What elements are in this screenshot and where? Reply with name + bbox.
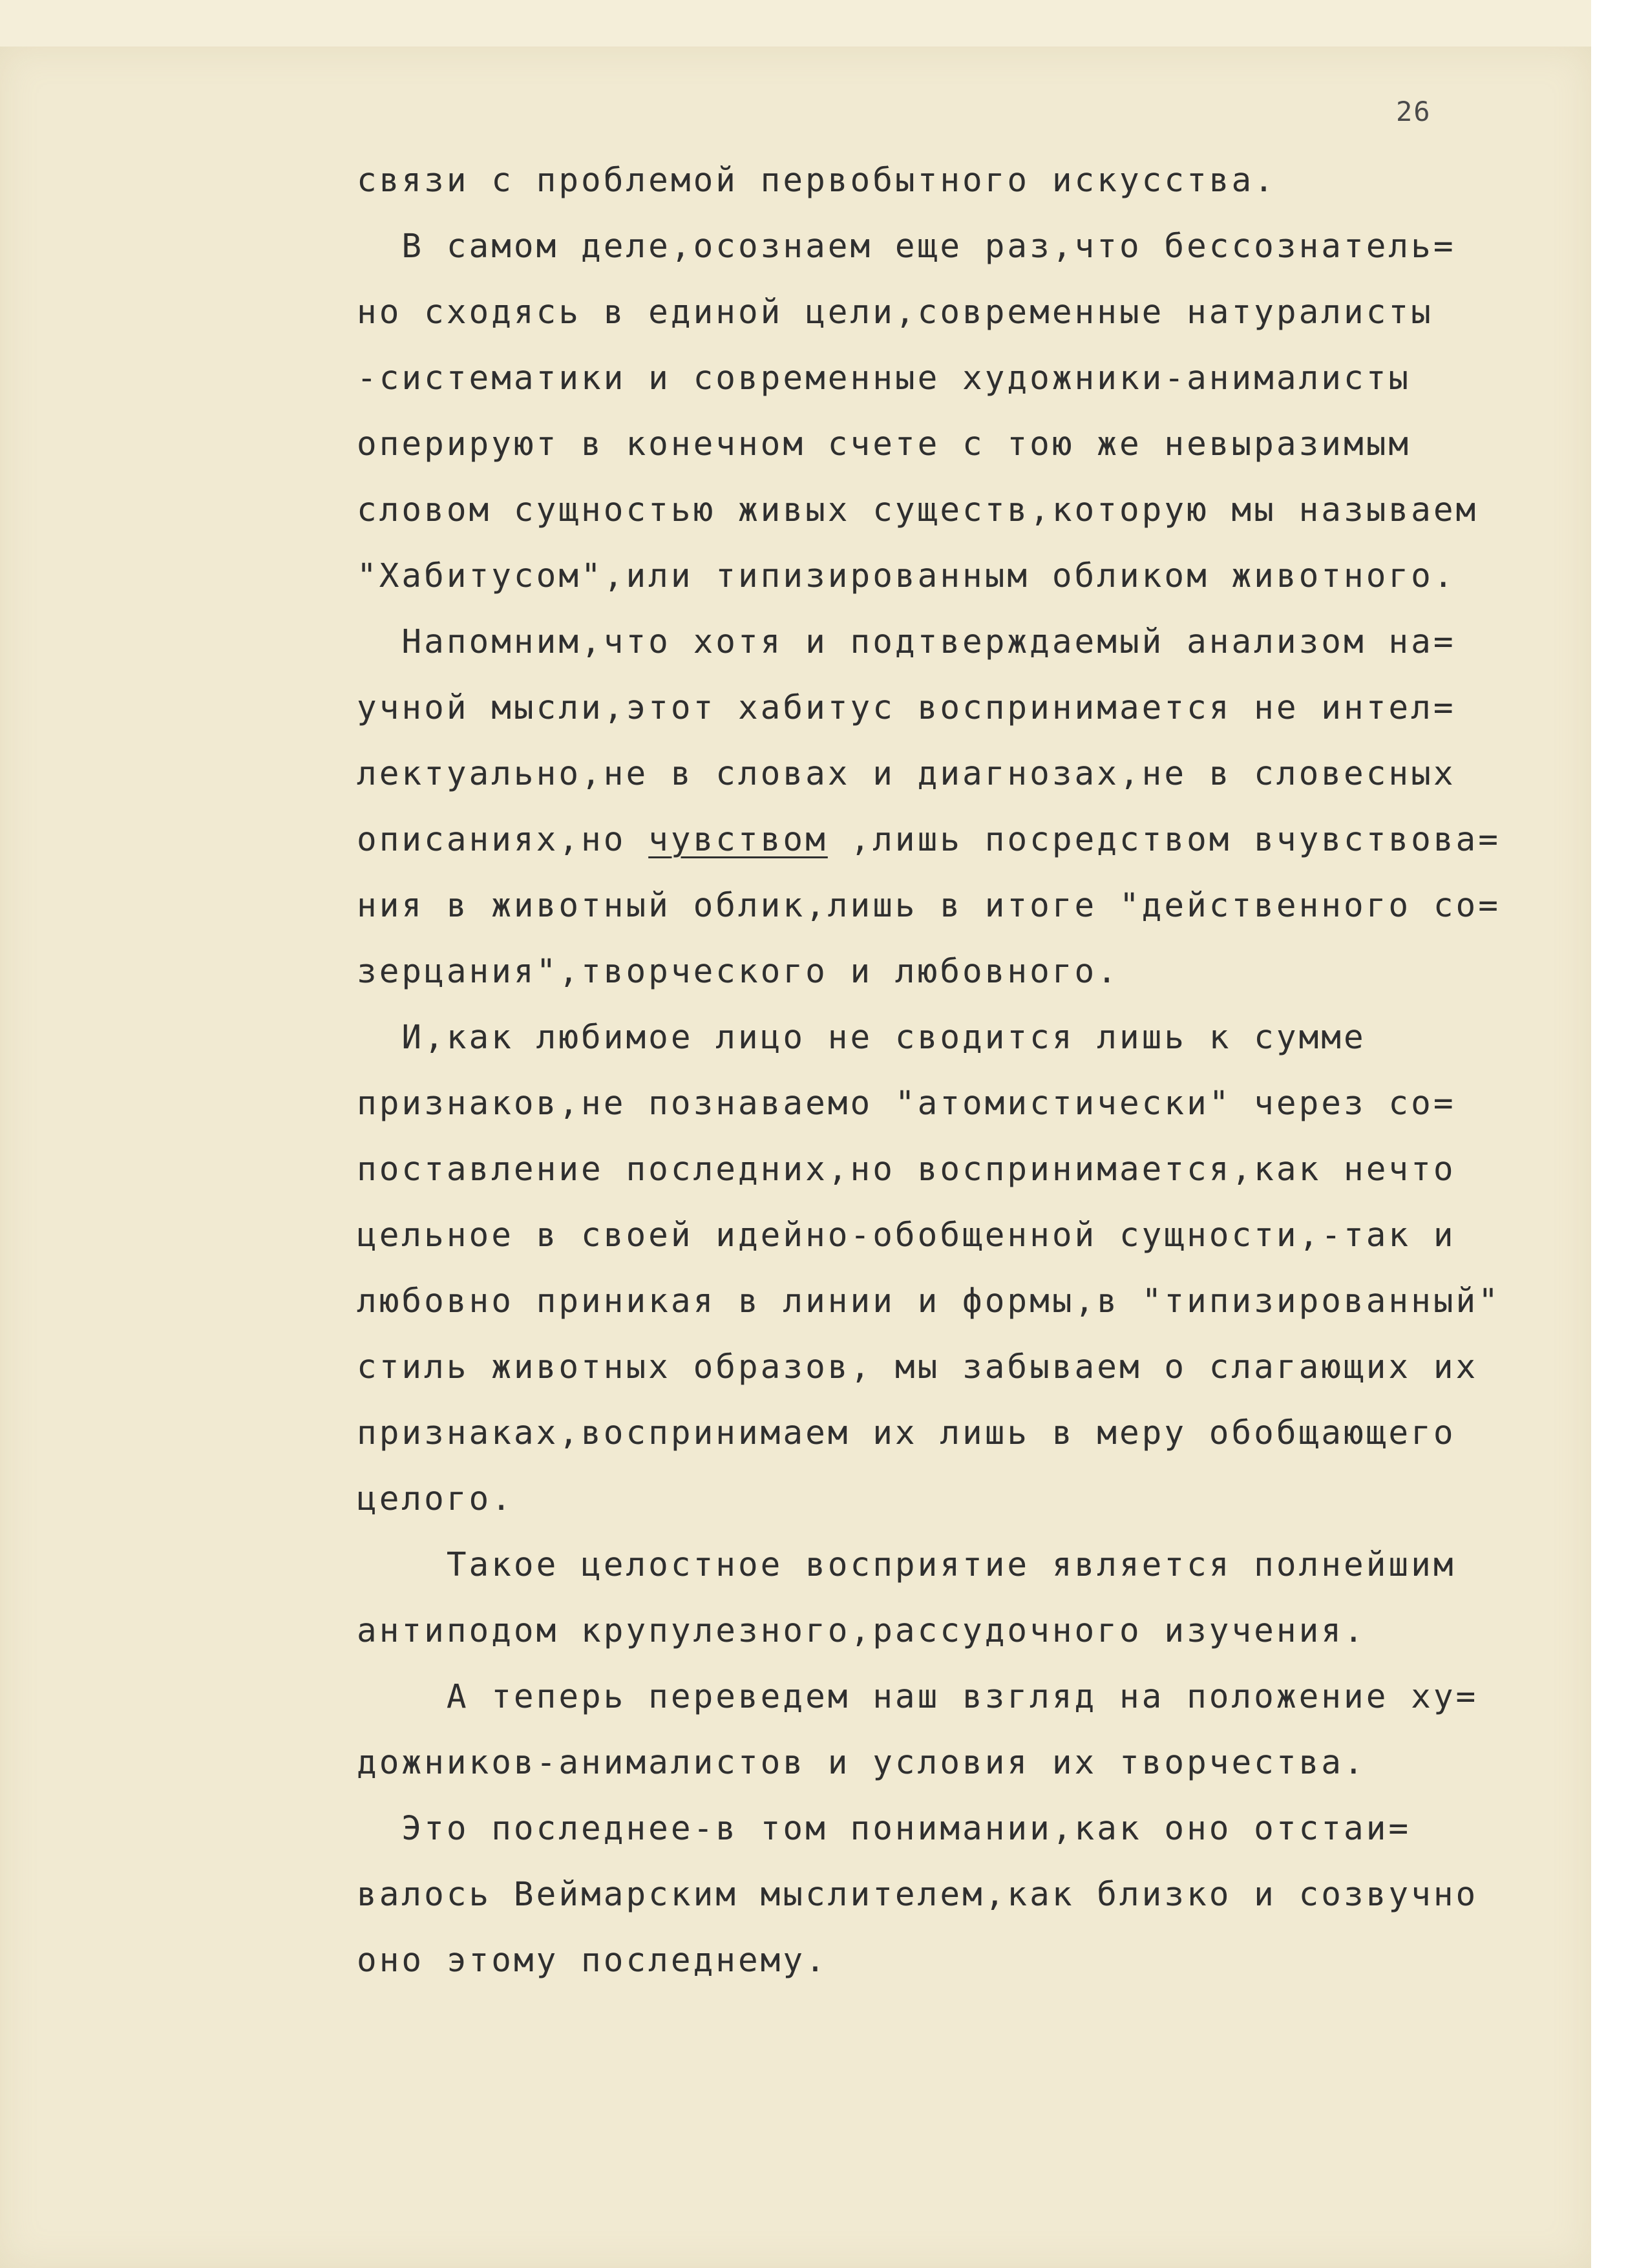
- text-line: ния в животный облик,лишь в итоге "действенного со=: [357, 887, 1501, 925]
- text-line: целого.: [357, 1480, 514, 1518]
- text-segment: описаниях,но: [357, 821, 649, 859]
- text-line: оно этому последнему.: [357, 1942, 828, 1980]
- text-line: Такое целостное восприятие является полнейшим: [357, 1546, 1456, 1584]
- text-line: И,как любимое лицо не сводится лишь к сумме: [357, 1019, 1366, 1057]
- scan-background-edge: [1591, 0, 1648, 2268]
- text-line: оперируют в конечном счете с тою же невыразимым: [357, 425, 1411, 463]
- text-line: поставление последних,но воспринимается,как нечто: [357, 1150, 1456, 1189]
- text-line: цельное в своей идейно-обобщенной сущности,-так и: [357, 1216, 1456, 1255]
- text-line: В самом деле,осознаем еще раз,что бессознатель=: [357, 228, 1456, 266]
- text-line: "Хабитусом",или типизированным обликом животного.: [357, 557, 1456, 595]
- text-line: дожников-анималистов и условия их творчества.: [357, 1744, 1366, 1782]
- text-line: стиль животных образов, мы забываем о слагающих их: [357, 1348, 1479, 1386]
- paper-top-strip: [0, 0, 1591, 47]
- text-segment: ,лишь посредством вчувствова=: [827, 821, 1501, 859]
- page-number: 26: [1396, 96, 1431, 127]
- text-line: признаках,воспринимаем их лишь в меру обобщающего: [357, 1414, 1456, 1452]
- underlined-word: чувством: [648, 821, 828, 859]
- text-line: Напомним,что хотя и подтверждаемый анализом на=: [357, 623, 1456, 661]
- text-line: валось Веймарским мыслителем,как близко и созвучно: [357, 1876, 1479, 1914]
- text-line-with-emphasis: [357, 821, 1501, 859]
- text-line: связи с проблемой первобытного искусства.: [357, 162, 1276, 200]
- text-line: любовно приникая в линии и формы,в "типизированный": [357, 1282, 1501, 1320]
- text-line: А теперь переведем наш взгляд на положение ху=: [357, 1678, 1479, 1716]
- text-line: -систематики и современные художники-анималисты: [357, 359, 1411, 397]
- text-line: признаков,не познаваемо "атомистически" через со=: [357, 1085, 1456, 1123]
- text-line: лектуально,не в словах и диагнозах,не в словесных: [357, 755, 1456, 793]
- text-line: но сходясь в единой цели,современные натуралисты: [357, 293, 1433, 332]
- text-line: зерцания",творческого и любовного.: [357, 953, 1119, 991]
- text-line: словом сущностью живых существ,которую мы называем: [357, 491, 1479, 529]
- text-line: Это последнее-в том понимании,как оно отстаи=: [357, 1810, 1411, 1848]
- text-line: антиподом крупулезного,рассудочного изучения.: [357, 1612, 1366, 1650]
- text-line: учной мысли,этот хабитус воспринимается не интел=: [357, 689, 1456, 727]
